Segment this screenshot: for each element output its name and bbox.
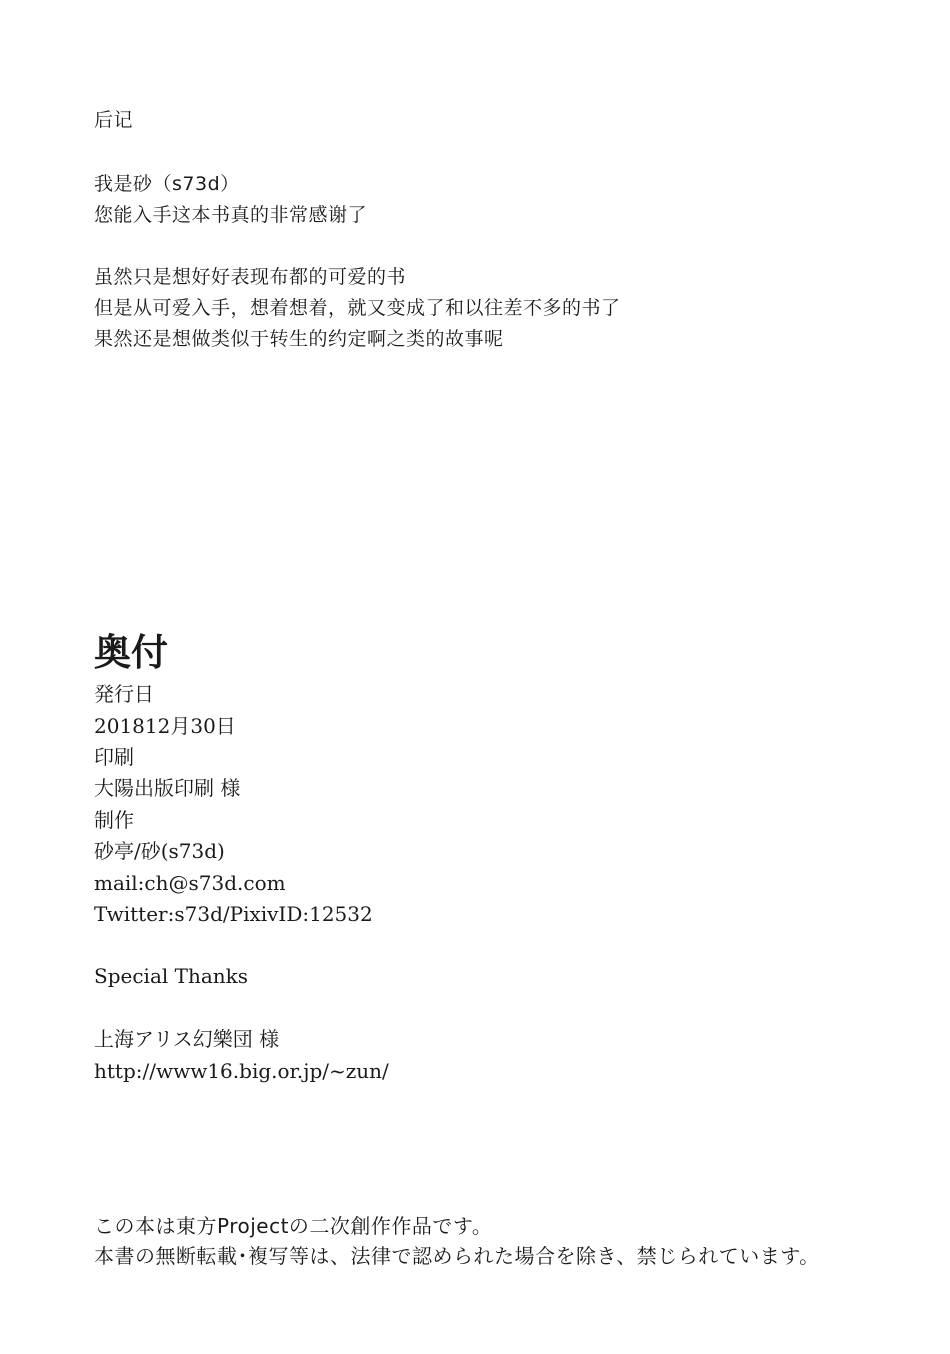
thanks-name: 上海アリス幻樂団 様 — [94, 1027, 280, 1051]
circle-name: 砂亭/砂(s73d) — [94, 839, 225, 863]
thanks-url: http://www16.big.or.jp/~zun/ — [94, 1059, 389, 1083]
production-label: 制作 — [94, 808, 134, 832]
colophon-title: 奥付 — [94, 630, 168, 674]
publish-date: 201812月30日 — [94, 714, 236, 738]
afterword-line: 但是从可爱入手，想着想着，就又变成了和以往差不多的书了 — [94, 297, 621, 319]
afterword-line: 果然还是想做类似于转生的约定啊之类的故事呢 — [94, 328, 504, 350]
afterword-line: 我是砂（s73d） — [94, 173, 240, 195]
printer-name: 大陽出版印刷 様 — [94, 776, 241, 800]
mail-address: mail:ch@s73d.com — [94, 871, 286, 895]
publish-date-label: 発行日 — [94, 682, 154, 706]
afterword-line: 虽然只是想好好表现布都的可爱的书 — [94, 266, 407, 288]
printing-label: 印刷 — [94, 745, 134, 769]
copyright-notice: 本書の無断転載･複写等は、法律で認められた場合を除き、禁じられています。 — [94, 1244, 820, 1268]
doujin-notice: この本は東方Projectの二次創作作品です。 — [94, 1214, 493, 1238]
special-thanks-label: Special Thanks — [94, 964, 249, 988]
afterword-line: 您能入手这本书真的非常感谢了 — [94, 204, 368, 226]
afterword-heading: 后记 — [94, 109, 134, 131]
social-accounts: Twitter:s73d/PixivID:12532 — [94, 902, 373, 926]
